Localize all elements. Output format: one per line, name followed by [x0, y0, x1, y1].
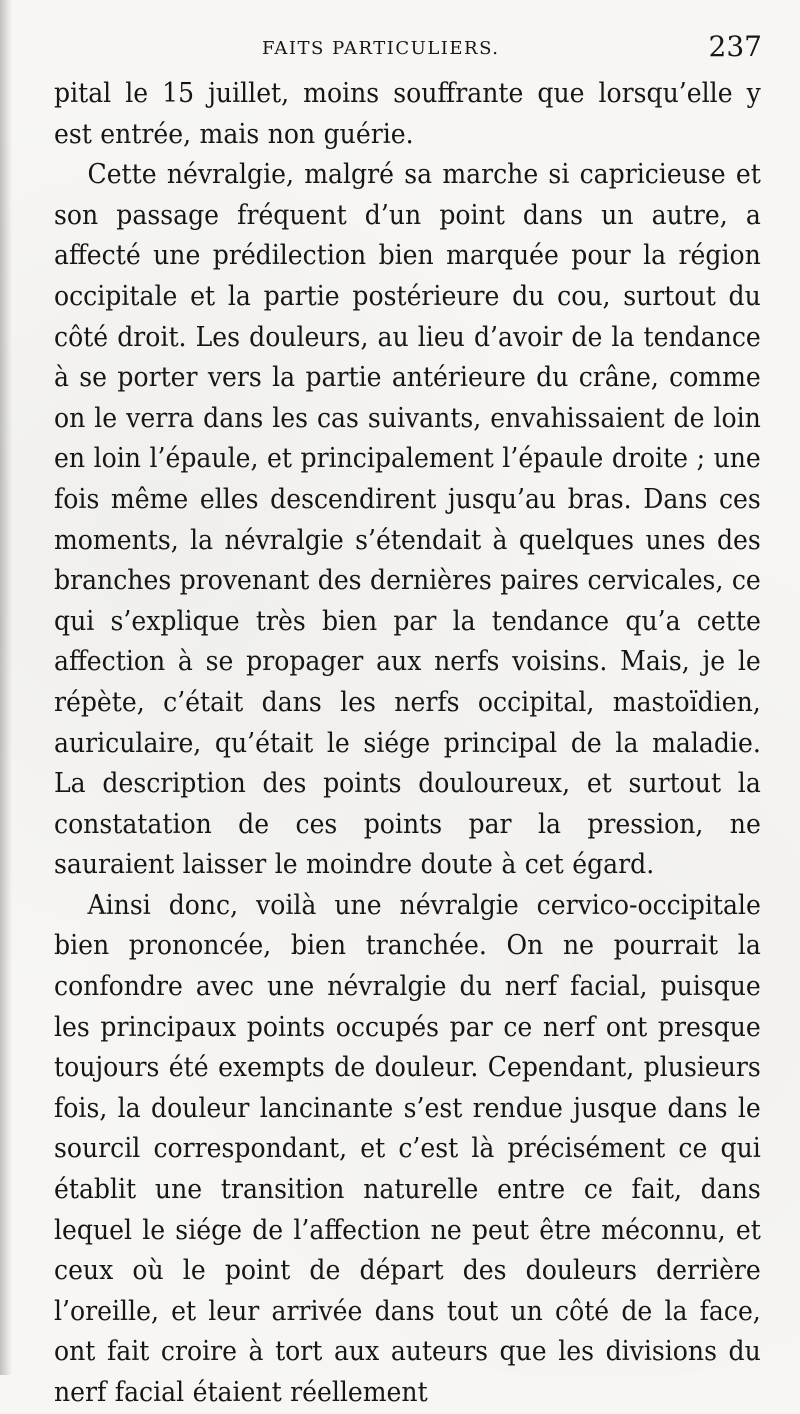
paragraph-cervico-occipital: Ainsi donc, voilà une névralgie cervico-occipitale bien prononcée, bien tranchée. On ne pourrait la confondre avec une névralgie du nerf facial, puisque les principaux points occupés par ce nerf ont presque toujours été exempts de douleur. Cependant, plusieurs fois, la douleur lancinante s’est rendue jusque dans le sourcil correspondant, et c’est là précisément ce qui établit une transition naturelle entre ce fait, dans lequel le siége de l’affection ne peut être méconnu, et ceux où le point de départ des douleurs derrière l’oreille, et leur arrivée dans tout un côté de la face, ont fait croire à tort aux auteurs que les divisions du nerf facial étaient réellement: [54, 889, 761, 1408]
page-edge-shadow: [0, 0, 12, 1375]
paragraph-neuralgia-description: Cette névralgie, malgré sa marche si capricieuse et son passage fréquent d’un point dans un autre, a affecté une prédilection bien marquée pour la région occipitale et la partie postérieure du cou, surtout du côté droit. Les douleurs, au lieu d’avoir de la tendance à se porter vers la partie antérieure du crâne, comme on le verra dans les cas suivants, envahissaient de loin en loin l’épaule, et principalement l’épaule droite ; une fois même elles descendirent jusqu’au bras. Dans ces moments, la névralgie s’étendait à quelques unes des branches provenant des dernières paires cervicales, ce qui s’explique très bien par la tendance qu’a cette affection à se propager aux nerfs voisins. Mais, je le répète, c’était dans les nerfs occipital, mastoïdien, auriculaire, qu’était le siége principal de la maladie. La description des points douloureux, et surtout la constatation de ces points par la pression, ne sauraient laisser le moindre doute à cet égard.: [54, 159, 761, 881]
paragraph-continuation: pital le 15 juillet, moins souffrante que lorsqu’elle y est entrée, mais non guérie.: [54, 78, 761, 150]
page-number: 237: [708, 30, 762, 63]
running-title: FAITS PARTICULIERS.: [262, 38, 500, 59]
body-text: [54, 74, 761, 1414]
running-head: [54, 30, 764, 66]
